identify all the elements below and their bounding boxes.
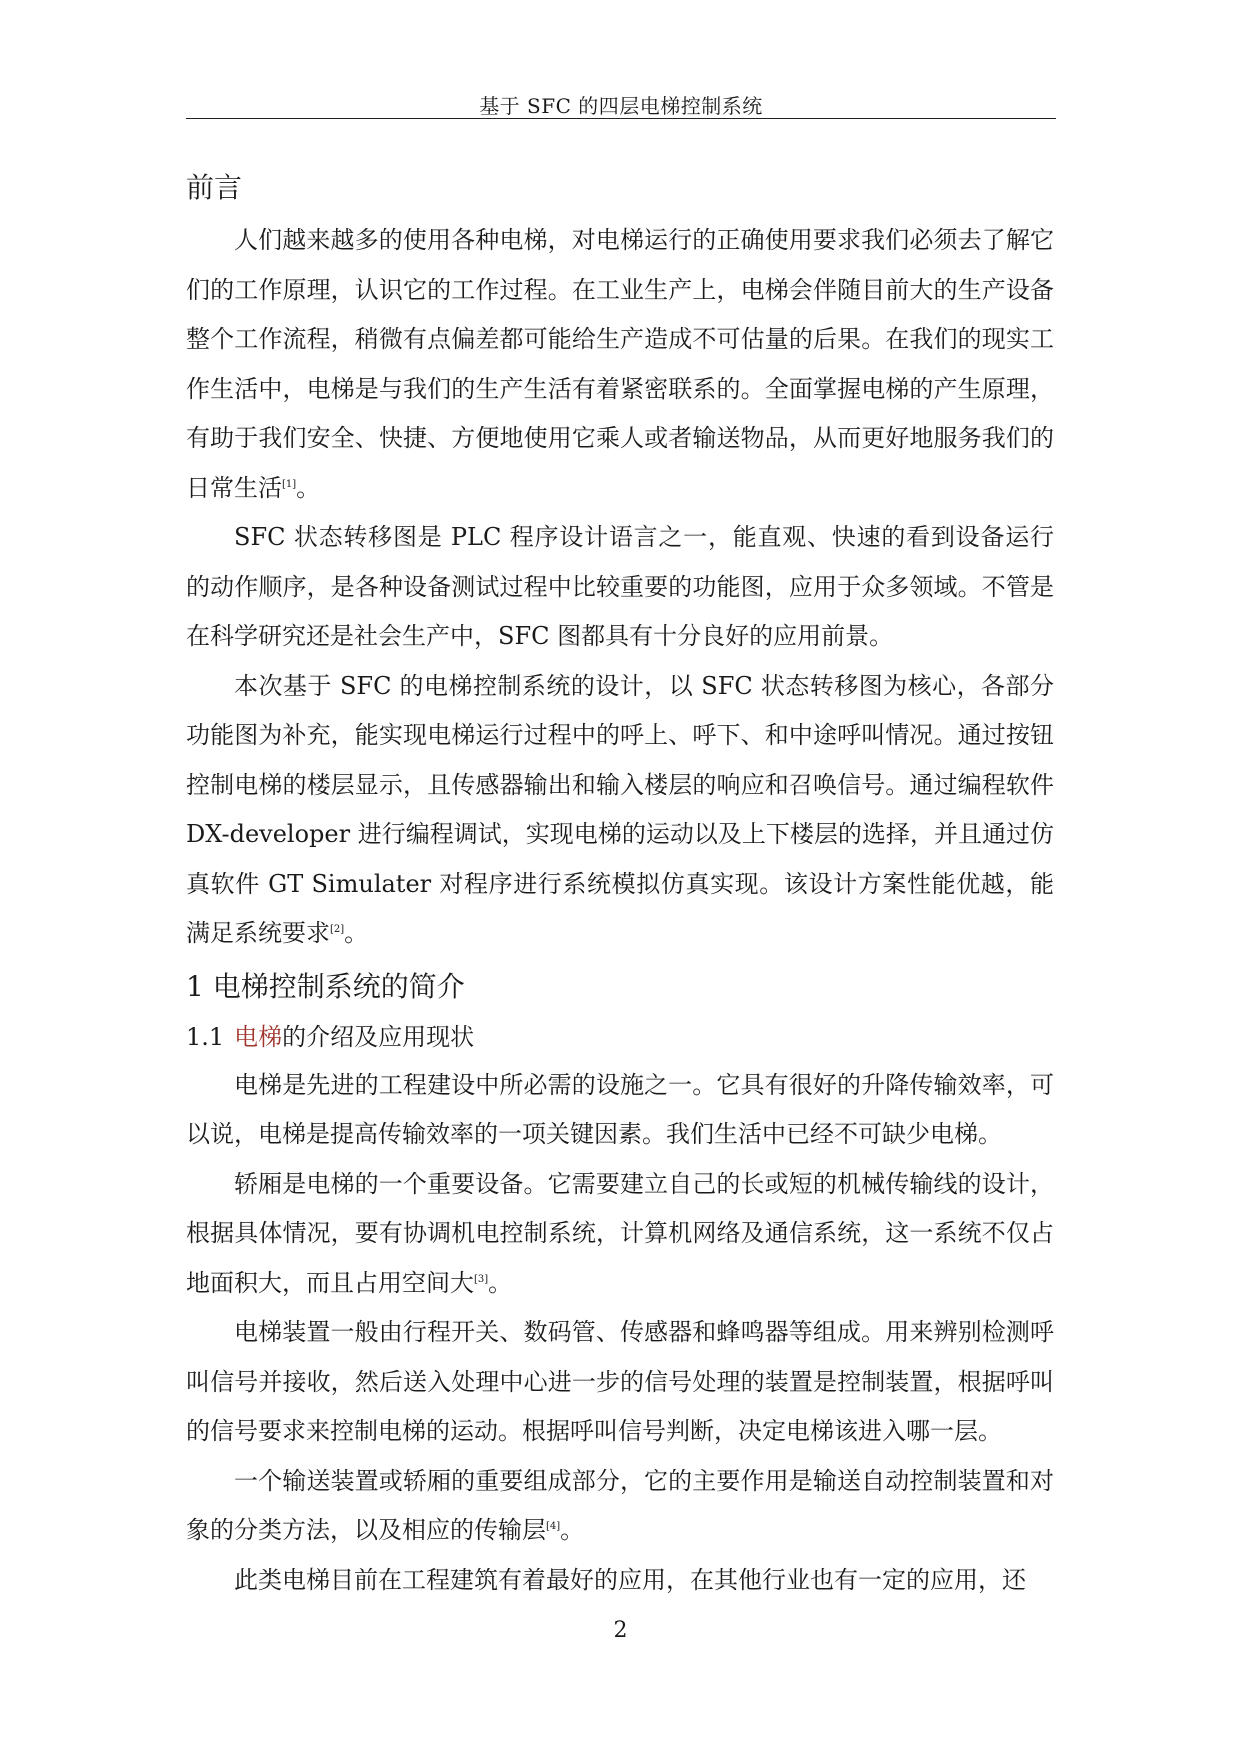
preface-heading: 前言 (186, 171, 243, 204)
preface-paragraph-3 (186, 662, 1054, 959)
citation-mark: [3] (474, 1273, 489, 1285)
citation-mark: [2] (330, 924, 345, 935)
preface-paragraph-2 (186, 513, 1054, 662)
paragraph-tail: 。 (344, 919, 369, 947)
paragraph-text: 电梯装置一般由行程开关、数码管、传感器和蜂鸣器等组成。用来辨别检测呼叫信号并接收，然后送入处理中心进一步的信号处理的装置是控制装置，根据呼叫的信号要求来控制电梯的运动。根据呼叫信号判断，决定电梯该进入哪一层。 (186, 1318, 1054, 1445)
section-paragraph-4 (186, 1457, 1054, 1556)
page-number: 2 (613, 1618, 628, 1643)
header-rule (186, 118, 1056, 119)
citation-mark: [1] (282, 478, 297, 490)
paragraph-text: 电梯是先进的工程建设中所必需的设施之一。它具有很好的升降传输效率，可以说，电梯是提高传输效率的一项关键因素。我们生活中已经不可缺少电梯。 (186, 1070, 1054, 1148)
paragraph-text: 人们越来越多的使用各种电梯，对电梯运行的正确使用要求我们必须去了解它们的工作原理，认识它的工作过程。在工业生产上，电梯会伴随目前大的生产设备整个工作流程，稍微有点偏差都可能给生产造成不可估量的后果。在我们的现实工作生活中，电梯是与我们的生产生活有着紧密联系的。全面掌握电梯的产生原理，有助于我们安全、快捷、方便地使用它乘人或者输送物品，从而更好地服务我们的日常生活 (186, 226, 1054, 502)
preface-paragraph-1 (186, 216, 1054, 513)
page-content (186, 160, 1054, 1605)
elevator-link[interactable]: 电梯 (234, 1022, 283, 1051)
section-paragraph-5 (186, 1556, 1054, 1606)
citation-mark: [4] (546, 1521, 561, 1532)
section-paragraph-1 (186, 1061, 1054, 1160)
paragraph-tail: 。 (488, 1268, 513, 1297)
paragraph-text: 一个输送装置或轿厢的重要组成部分，它的主要作用是输送自动控制装置和对象的分类方法，以及相应的传输层 (186, 1466, 1054, 1544)
paragraph-tail: 。 (560, 1516, 585, 1544)
section-1-heading: 1 电梯控制系统的简介 (186, 969, 465, 1003)
paragraph-text: 本次基于 SFC 的电梯控制系统的设计，以 SFC 状态转移图为核心，各部分功能图为补充，能实现电梯运行过程中的呼上、呼下、和中途呼叫情况。通过按钮控制电梯的楼层显示，且传感器输出和输入楼层的响应和召唤信号。通过编程软件 DX-developer 进行编程调试，实现电梯的运动以及上下楼层的选择，并且通过仿真软件 GT Simulater 对程序进行系统模拟仿真实现。该设计方案性能优越，能满足系统要求 (186, 671, 1054, 947)
paragraph-tail: 。 (296, 473, 321, 502)
paragraph-text: SFC 状态转移图是 PLC 程序设计语言之一，能直观、快速的看到设备运行的动作顺序，是各种设备测试过程中比较重要的功能图，应用于众多领域。不管是在科学研究还是社会生产中，SFC 图都具有十分良好的应用前景。 (186, 523, 1054, 650)
paragraph-text: 此类电梯目前在工程建筑有着最好的应用，在其他行业也有一定的应用，还 (234, 1565, 1026, 1594)
section-number: 1.1 (186, 1022, 225, 1051)
section-paragraph-3 (186, 1308, 1054, 1457)
section-title-rest: 的介绍及应用现状 (282, 1022, 475, 1051)
running-header: 基于 SFC 的四层电梯控制系统 (479, 94, 763, 118)
section-paragraph-2 (186, 1160, 1054, 1309)
paragraph-text: 轿厢是电梯的一个重要设备。它需要建立自己的长或短的机械传输线的设计，根据具体情况，要有协调机电控制系统，计算机网络及通信系统，这一系统不仅占地面积大，而且占用空间大 (186, 1169, 1054, 1297)
section-1-1-heading (186, 1013, 1054, 1061)
